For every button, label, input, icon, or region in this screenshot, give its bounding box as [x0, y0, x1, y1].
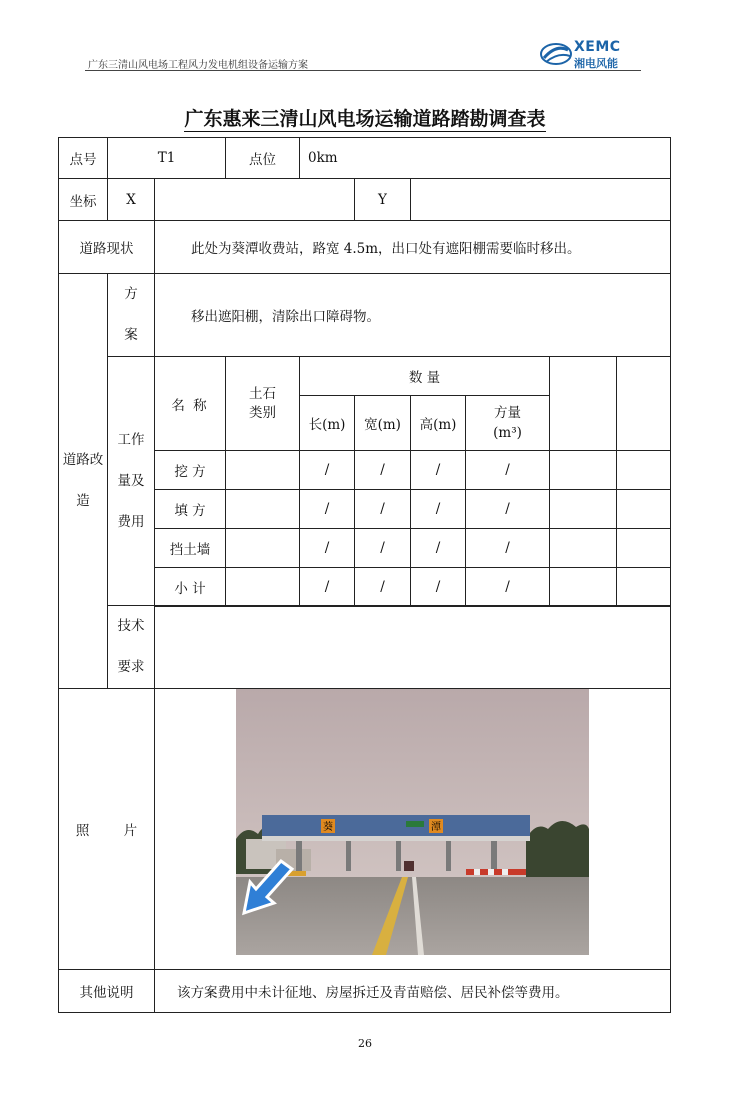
row-extra-2 — [616, 528, 671, 568]
row-volume: / — [465, 567, 550, 607]
position-label: 点位 — [225, 137, 300, 179]
tech-req-label: 技术要求 — [107, 605, 155, 689]
row-name: 填 方 — [154, 489, 226, 529]
plan-label: 方案 — [107, 273, 155, 357]
tech-req-text — [154, 605, 671, 689]
extra-col-2-header — [616, 356, 671, 451]
row-name: 挡土墙 — [154, 528, 226, 568]
position-value: 0km — [299, 137, 671, 179]
row-width: / — [354, 528, 411, 568]
row-height: / — [410, 489, 466, 529]
row-extra-2 — [616, 489, 671, 529]
col-volume-header: 方量 (m³) — [465, 395, 550, 451]
coord-y-label: Y — [354, 178, 411, 221]
row-name: 挖 方 — [154, 450, 226, 490]
plan-text: 移出遮阳棚，清除出口障碍物。 — [154, 273, 671, 357]
row-length: / — [299, 489, 355, 529]
row-length: / — [299, 528, 355, 568]
page-title: 广东惠来三清山风电场运输道路踏勘调查表 — [184, 108, 546, 130]
row-width: / — [354, 450, 411, 490]
row-extra-1 — [549, 528, 617, 568]
workload-label: 工作量及费用 — [107, 356, 155, 606]
coord-y-value — [410, 178, 671, 221]
coord-x-value — [154, 178, 355, 221]
row-soil — [225, 489, 300, 529]
road-status-label: 道路现状 — [58, 220, 155, 274]
row-volume: / — [465, 450, 550, 490]
row-volume: / — [465, 489, 550, 529]
row-extra-1 — [549, 489, 617, 529]
row-extra-2 — [616, 567, 671, 607]
col-height-header: 高(m) — [410, 395, 466, 451]
row-volume: / — [465, 528, 550, 568]
page-number: 26 — [358, 1037, 372, 1050]
other-notes-label: 其他说明 — [58, 969, 155, 1013]
row-width: / — [354, 567, 411, 607]
row-length: / — [299, 567, 355, 607]
col-qty-header: 数 量 — [299, 356, 550, 396]
svg-text:潭: 潭 — [431, 822, 441, 833]
logo-subtext: 湘电风能 — [574, 57, 618, 70]
header-divider — [85, 70, 641, 71]
col-soil-header: 土石类别 — [225, 356, 300, 451]
coord-x-label: X — [107, 178, 155, 221]
col-length-header: 长(m) — [299, 395, 355, 451]
other-notes-text: 该方案费用中未计征地、房屋拆迁及青苗赔偿、居民补偿等费用。 — [154, 969, 671, 1013]
xemc-logo — [540, 38, 640, 70]
row-width: / — [354, 489, 411, 529]
row-height: / — [410, 528, 466, 568]
row-name: 小 计 — [154, 567, 226, 607]
svg-text:葵: 葵 — [323, 822, 333, 833]
toll-station-photo — [236, 689, 589, 955]
road-mod-label: 道路改造 — [58, 273, 108, 689]
row-length: / — [299, 450, 355, 490]
row-extra-1 — [549, 450, 617, 490]
wind-logo-icon — [540, 38, 572, 68]
point-label: 点号 — [58, 137, 108, 179]
photo-label: 照 片 — [58, 688, 155, 970]
row-soil — [225, 450, 300, 490]
extra-col-1-header — [549, 356, 617, 451]
row-soil — [225, 528, 300, 568]
row-extra-2 — [616, 450, 671, 490]
point-value: T1 — [107, 137, 226, 179]
road-status-text: 此处为葵潭收费站，路宽 4.5m，出口处有遮阳棚需要临时移出。 — [154, 220, 671, 274]
col-name-header: 名 称 — [154, 356, 226, 451]
coord-label: 坐标 — [58, 178, 108, 221]
row-height: / — [410, 450, 466, 490]
row-extra-1 — [549, 567, 617, 607]
logo-wordmark: XEMC — [574, 39, 621, 55]
row-height: / — [410, 567, 466, 607]
col-width-header: 宽(m) — [354, 395, 411, 451]
row-soil — [225, 567, 300, 607]
document-header: 广东三清山风电场工程风力发电机组设备运输方案 — [88, 60, 308, 71]
